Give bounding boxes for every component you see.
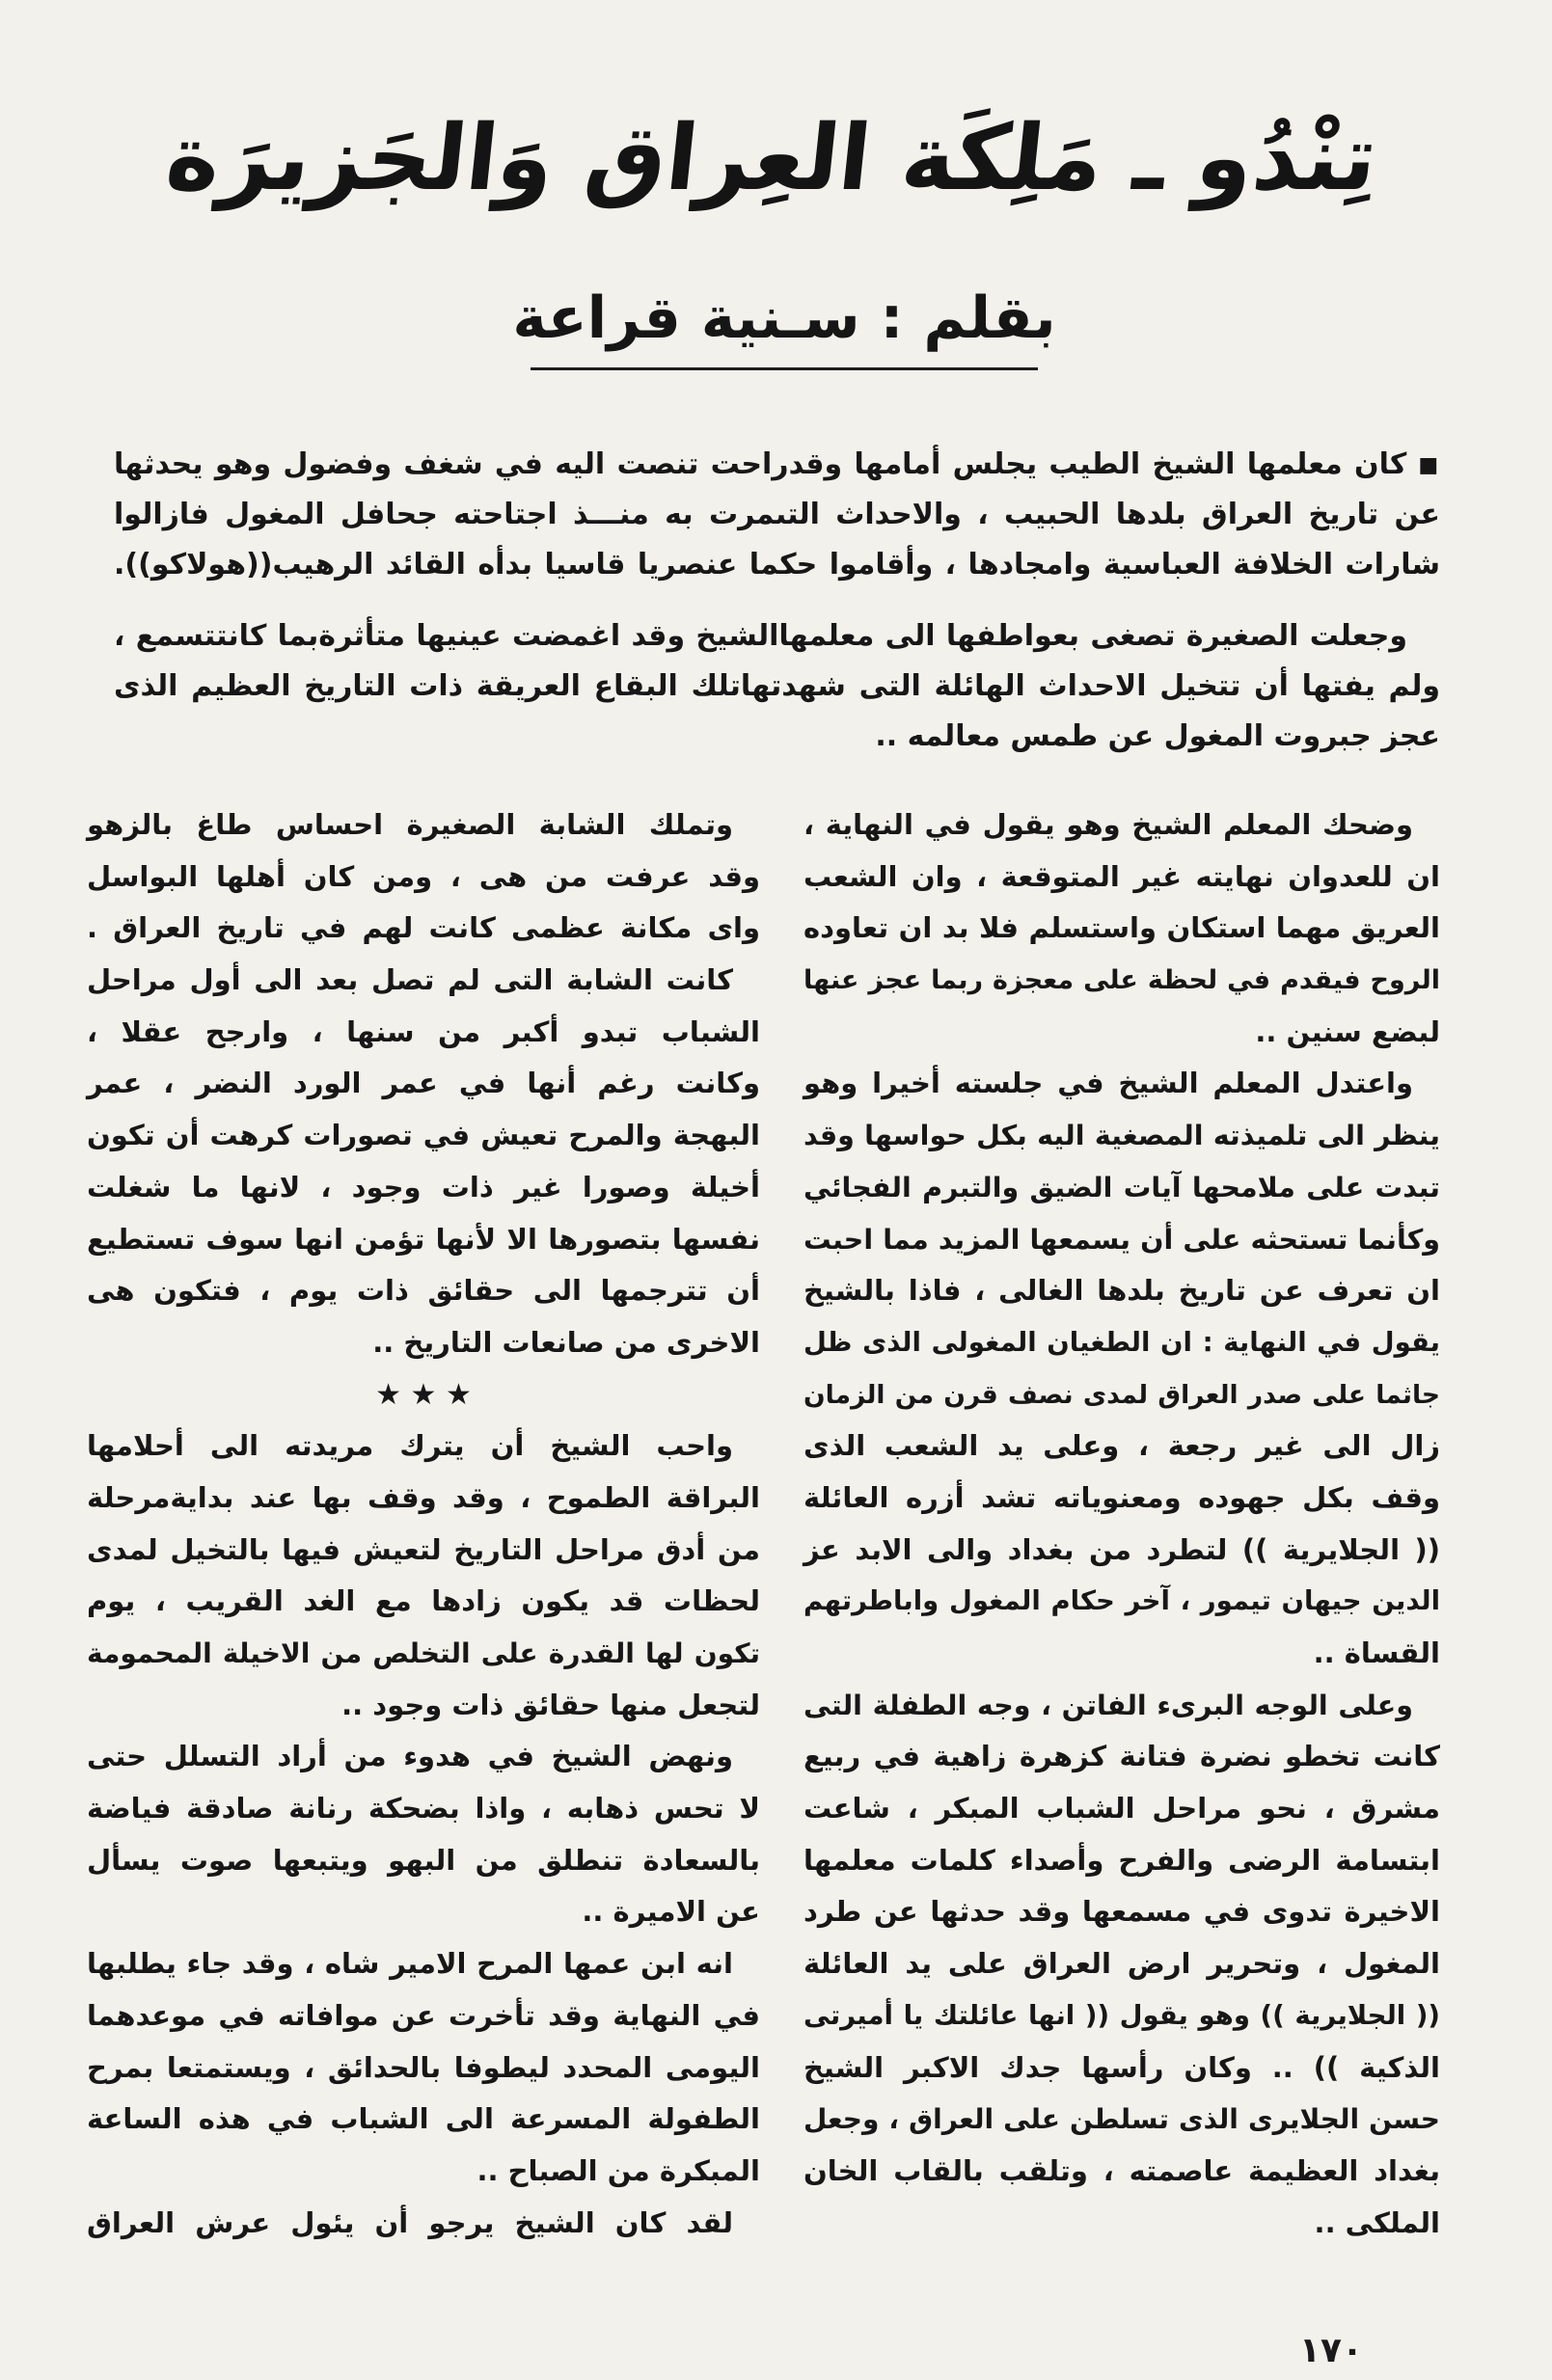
text-line: الروح فيقدم في لحظة على معجزة ربما عجز عنها (803, 965, 1440, 996)
column-right (803, 799, 1440, 2249)
text-line: واعتدل المعلم الشيخ في جلسته أخيرا وهو (803, 1067, 1413, 1100)
text-line: لتجعل منها حقائق ذات وجود .. (341, 1688, 760, 1721)
text-line: الدين جيهان تيمور ، آخر حكام المغول واباطرتهم (803, 1585, 1440, 1617)
text-line: وقف بكل جهوده ومعنوياته تشد أزره العائلة (803, 1480, 1440, 1514)
text-line: من أدق مراحل التاريخ لتعيش فيها بالتخيل لمدى (87, 1532, 760, 1566)
text-line: في النهاية وقد تأخرت عن موافاته في موعدهما (87, 1998, 760, 2032)
text-line: (( الجلايرية )) لتطرد من بغداد والى الابد عز (803, 1532, 1440, 1566)
text-line: (( الجلايرية )) وهو يقول (( انها عائلتك يا أميرتى (803, 1999, 1440, 2031)
text-line: أن تترجمها الى حقائق ذات يوم ، فتكون هى (87, 1274, 760, 1308)
text-line: ونهض الشيخ في هدوء من أراد التسلل حتى (87, 1740, 733, 1773)
text-line: جاثما على صدر العراق لمدى نصف قرن من الزمان (803, 1379, 1440, 1410)
text-line: وكأنما تستحثه على أن يسمعها المزيد مما احبت (803, 1223, 1440, 1256)
article-title: تِنْدُو ـ مَلِكَة العِراق وَالجَزيرَة (161, 106, 1382, 211)
lead-paragraphs (114, 440, 1440, 762)
column-left (87, 799, 760, 2249)
text-line: واحب الشيخ أن يترك مريدته الى أحلامها (87, 1429, 733, 1463)
text-line: اليومى المحدد ليطوفا بالحدائق ، ويستمتعا بمرح (87, 2050, 760, 2084)
text-line: الذكية )) .. وكان رأسها جدك الاكبر الشيخ (803, 2050, 1440, 2084)
text-line: وعلى الوجه البرىء الفاتن ، وجه الطفلة التى (803, 1689, 1413, 1721)
text-line: وتملك الشابة الصغيرة احساس طاغ بالزهو (87, 808, 733, 841)
text-line: ينظر الى تلميذته المصغية اليه بكل حواسها وقد (803, 1120, 1440, 1152)
text-line: كانت الشابة التى لم تصل بعد الى أول مراحل (87, 963, 733, 997)
text-line: بغداد العظيمة عاصمته ، وتلقب بالقاب الخان (803, 2153, 1440, 2187)
text-line: تبدت على ملامحها آيات الضيق والتبرم الفجائي (803, 1171, 1440, 1204)
text-line: ولم يفتها أن تتخيل الاحداث الهائلة التى شهدتهاتلك البقاع العريقة ذات التاريخ العظيم الذى (114, 669, 1440, 703)
text-line: لحظات قد يكون زادها مع الغد القريب ، يوم (87, 1584, 760, 1618)
text-line: المبكرة من الصباح .. (476, 2153, 760, 2187)
byline: بقلم : سـنية قراعة (512, 284, 1056, 352)
text-line: لبضع سنين .. (1255, 1014, 1440, 1048)
section-separator: ★ ★ ★ (375, 1377, 472, 1412)
text-line: وكانت رغم أنها في عمر الورد النضر ، عمر (87, 1067, 760, 1100)
text-line: ابتسامة الرضى والفرح وأصداء كلمات معلمها (803, 1843, 1440, 1877)
paragraph-bullet: ■ (1418, 453, 1440, 477)
text-line: شارات الخلافة العباسية وامجادها ، وأقاموا حكما عنصريا قاسيا بدأه القائد الرهيب((هولاكو)). (114, 548, 1440, 581)
text-line: أخيلة وصورا غير ذات وجود ، لانها ما شغلت (87, 1170, 760, 1204)
text-line: نفسها بتصورها الا لأنها تؤمن انها سوف تستطيع (87, 1222, 760, 1256)
text-line: ان للعدوان نهايته غير المتوقعة ، وان الشعب (803, 859, 1440, 893)
text-line: الشباب تبدو أكبر من سنها ، وارجح عقلا ، (87, 1014, 760, 1048)
text-line-content: كان معلمها الشيخ الطيب يجلس أمامها وقدراحت تنصت اليه في شغف وفضول وهو يحدثها (114, 447, 1407, 481)
page-number: ١٧٠ (1299, 2331, 1363, 2370)
text-line: واى مكانة عظمى كانت لهم في تاريخ العراق . (87, 911, 760, 945)
text-line: مشرق ، نحو مراحل الشباب المبكر ، شاعت (803, 1792, 1440, 1826)
text-line: عن الاميرة .. (582, 1895, 760, 1929)
text-line: لا تحس ذهابه ، واذا بضحكة رنانة صادقة فياضة (87, 1792, 760, 1826)
text-line: البراقة الطموح ، وقد وقف بها عند بدايةمرحلة (87, 1480, 760, 1514)
text-line: وضحك المعلم الشيخ وهو يقول في النهاية ، (803, 808, 1413, 841)
text-line: ان تعرف عن تاريخ بلدها الغالى ، فاذا بالشيخ (803, 1274, 1440, 1308)
text-line: يقول في النهاية : ان الطغيان المغولى الذى ظل (803, 1326, 1440, 1358)
text-line: لقد كان الشيخ يرجو أن يئول عرش العراق (87, 2205, 733, 2239)
text-line: تكون لها القدرة على التخلص من الاخيلة المحمومة (87, 1637, 760, 1669)
text-line: وجعلت الصغيرة تصغى بعواطفها الى معلمهاالشيخ وقد اغمضت عينيها متأثرةبما كانتتسمع ، (114, 619, 1407, 653)
text-line: المغول ، وتحرير ارض العراق على يد العائلة (803, 1947, 1440, 1981)
text-line: القساة .. (1313, 1636, 1440, 1669)
text-line: الاخيرة تدوى في مسمعها وقد حدثها عن طرد (803, 1895, 1440, 1929)
text-line: حسن الجلايرى الذى تسلطن على العراق ، وجعل (803, 2103, 1440, 2136)
text-line: عجز جبروت المغول عن طمس معالمه .. (875, 719, 1440, 753)
text-line: الملكى .. (1314, 2205, 1440, 2239)
text-line: الاخرى من صانعات التاريخ .. (372, 1325, 760, 1359)
byline-underline (531, 367, 1038, 370)
text-line: وقد عرفت من هى ، ومن كان أهلها البواسل (87, 859, 760, 893)
paragraph-gap (114, 590, 1440, 611)
text-line: الطفولة المسرعة الى الشباب في هذه الساعة (87, 2102, 760, 2136)
text-line: بالسعادة تنطلق من البهو ويتبعها صوت يسأل (87, 1843, 760, 1877)
text-line: كانت تخطو نضرة فتانة كزهرة زاهية في ربيع (803, 1740, 1440, 1773)
text-line: البهجة والمرح تعيش في تصورات كرهت أن تكون (87, 1119, 760, 1152)
text-line: عن تاريخ العراق بلدها الحبيب ، والاحداث التىمرت به منـــذ اجتاحته جحافل المغول فازالوا (114, 498, 1440, 531)
text-line: العريق مهما استكان واستسلم فلا بد ان تعاوده (803, 911, 1440, 945)
text-line: زال الى غير رجعة ، وعلى يد الشعب الذى (803, 1429, 1440, 1463)
text-line (114, 440, 1440, 490)
text-line: انه ابن عمها المرح الامير شاه ، وقد جاء يطلبها (87, 1947, 733, 1981)
